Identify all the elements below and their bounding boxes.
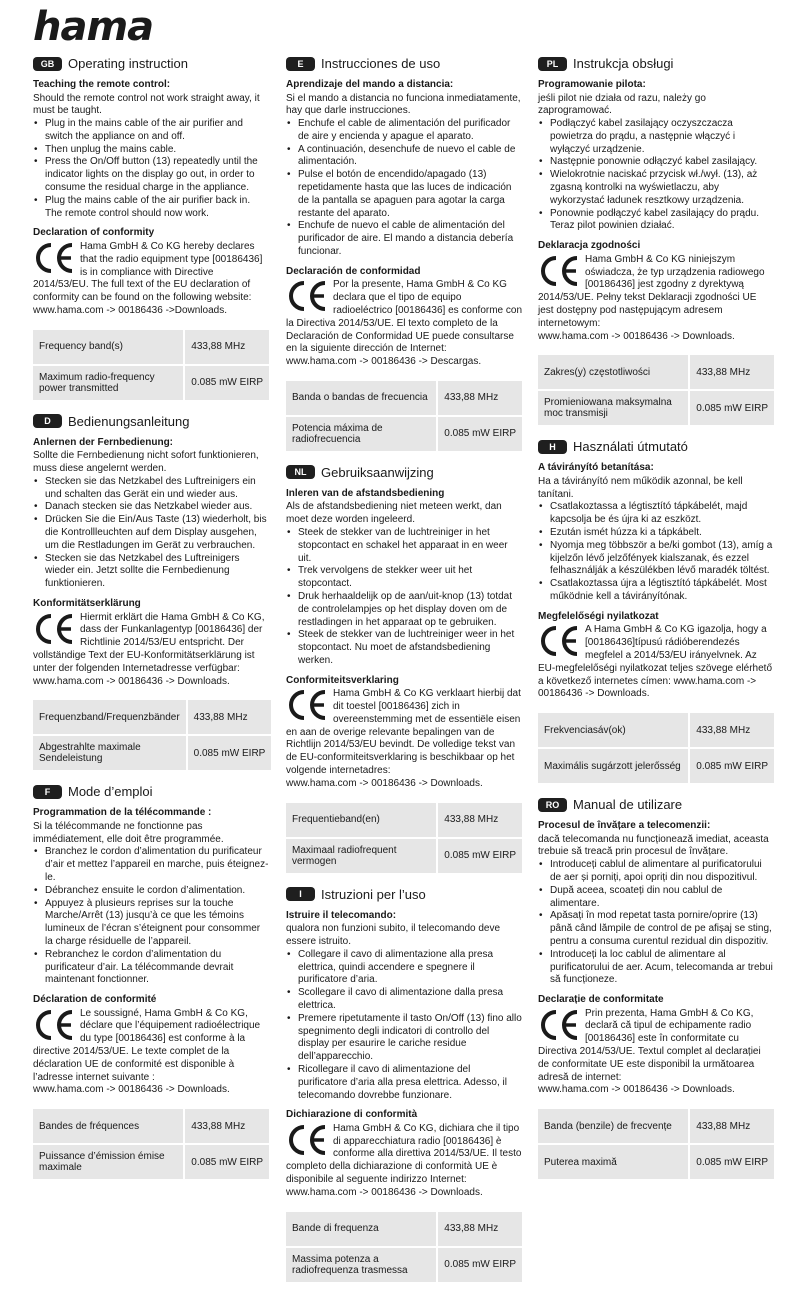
step-item: • Csatlakoztassa újra a légtisztító tápkábelét. Most működnie kell a távirányítónak.: [538, 578, 774, 604]
step-item: • Danach stecken sie das Netzkabel wieder aus.: [33, 501, 269, 514]
language-badge: E: [286, 57, 315, 71]
spec-value: 433,88 MHz: [689, 1109, 774, 1144]
spec-label: Zakres(y) częstotliwości: [538, 355, 689, 390]
section-d: [33, 414, 269, 771]
teach-intro: qualora non funzioni subito, il telecomando deve essere istruito.: [286, 923, 501, 947]
step-item: • Trek vervolgens de stekker weer uit het stopcontact.: [286, 565, 522, 591]
declaration-text: Hama GmbH & Co KG hereby declares that the radio equipment type [00186436] is in compliance with Directive 2014/53/EU. The full text of the EU declaration of conformity can be found on the following website:: [33, 240, 263, 304]
declaration: [33, 598, 269, 688]
spec-row: [33, 365, 269, 400]
radio-spec-table: [538, 355, 774, 425]
step-item: • Steek de stekker van de luchtreiniger weer in het stopcontact. Nu moet de afstandsbediening werken.: [286, 629, 522, 667]
section-header: [538, 56, 774, 71]
ce-mark-icon: [287, 1124, 327, 1156]
spec-row: [33, 330, 269, 365]
spec-label: Banda o bandas de frecuencia: [286, 381, 437, 416]
spec-value: 0.085 mW EIRP: [184, 365, 269, 400]
step-item: • Enchufe de nuevo el cable de alimentación del purificador de aire. El mando a distancia debería funcionar.: [286, 220, 522, 258]
step-item: • Pulse el botón de encendido/apagado (13) repetidamente hasta que las luces de indicación de la pantalla se apaguen para agotar la carga restante del aparato.: [286, 169, 522, 220]
step-item: • Nyomja meg többször a be/ki gombot (13), amíg a kijelzőn lévő jelzőfények kialszanak, és ezzel felhasználják a készülékben lévő maradék töltést.: [538, 540, 774, 578]
teach-heading: Teaching the remote control:: [33, 79, 171, 90]
section-title: Instrukcja obsługi: [573, 56, 674, 71]
language-badge: RO: [538, 798, 567, 812]
radio-spec-table: [538, 713, 774, 783]
spec-row: [286, 381, 522, 416]
spec-label: Maximaal radiofrequent vermogen: [292, 844, 397, 867]
declaration-heading: Déclaration de conformité: [33, 994, 157, 1006]
spec-row: [538, 748, 774, 783]
step-item: • Stecken sie das Netzkabel des Luftreinigers wieder ein. Jetzt sollte die Fernbedienung funktionieren.: [33, 553, 269, 591]
teach-heading: Anlernen der Fernbedienung:: [33, 436, 174, 448]
spec-row: [33, 1109, 269, 1144]
radio-spec-table: [286, 381, 522, 451]
step-item: • Plug in the mains cable of the air purifier and switch the appliance on and off.: [33, 118, 269, 144]
teach-heading: Aprendizaje del mando a distancia:: [286, 79, 454, 90]
radio-spec-table: [538, 1109, 774, 1179]
step-item: • Press the On/Off button (13) repeatedly until the indicator lights on the display go out, in order to consume the residual charge in the appliance.: [33, 156, 269, 194]
teach-intro: Als de afstandsbediening niet meteen werkt, dan moet deze worden ingeleerd.: [286, 501, 502, 526]
declaration-heading: Megfelelőségi nyilatkozat: [538, 610, 659, 622]
declaration-heading: Declarație de conformitate: [538, 994, 664, 1006]
column-2: [286, 56, 522, 1296]
spec-value: 433,88 MHz: [184, 330, 269, 365]
spec-label: Maximális sugárzott jelerősség: [544, 760, 681, 772]
teach-intro: Sollte die Fernbedienung nicht sofort funktionieren, muss diese angelernt werden.: [33, 450, 259, 475]
section-header: [286, 465, 522, 480]
spec-label: Bande di frequenza: [286, 1212, 437, 1247]
section-header: [286, 56, 522, 71]
declaration: [286, 1109, 522, 1199]
language-badge: H: [538, 440, 567, 454]
step-item: • Introduceți cablul de alimentare al purificatorului de aer și porniți, apoi opriți din nou dispozitivul.: [538, 859, 774, 885]
spec-value: 0.085 mW EIRP: [187, 735, 272, 770]
declaration-url: www.hama.com -> 00186436 -> Downloads.: [538, 1084, 735, 1096]
spec-value: 433,88 MHz: [437, 803, 522, 838]
spec-label: Banda (benzile) de frecvențe: [538, 1109, 689, 1144]
language-badge: NL: [286, 465, 315, 479]
language-badge: D: [33, 414, 62, 428]
declaration-text: Hiermit erklärt die Hama GmbH & Co KG, dass der Funkanlagentyp [00186436] der Richtlinie 2014/53/EU entspricht. Der vollständige Text der EU-Konformitätserklärung ist unter der folgenden Internetadresse verfügbar:: [33, 611, 265, 674]
spec-row: [286, 1212, 522, 1247]
declaration-text: Por la presente, Hama GmbH & Co KG declara que el tipo de equipo radioeléctrico [00186436] es conforme con la Directiva 2014/53/UE. El texto completo de la Declaración de Conformidad UE puede consultarse en la siguiente dirección de Internet:: [286, 279, 523, 355]
declaration-url: www.hama.com -> 00186436 -> Downloads.: [286, 777, 483, 789]
language-badge: F: [33, 785, 62, 799]
step-item: • Druk herhaaldelijk op de aan/uit-knop (13) totdat de controlelampjes op het display doven om de restladingen in het apparaat op te gebruiken.: [286, 591, 522, 629]
column-1: [33, 56, 269, 1193]
ce-mark-icon: [287, 280, 327, 312]
spec-value: 0.085 mW EIRP: [184, 1144, 269, 1179]
teach-intro: dacă telecomanda nu funcționează imediat, aceasta trebuie să treacă prin procesul de învățare.: [538, 833, 769, 858]
teach-intro: Si el mando a distancia no funciona inmediatamente, hay que darle instrucciones.: [286, 92, 521, 117]
declaration-heading: Declaración de conformidad: [286, 265, 421, 277]
spec-value: 433,88 MHz: [437, 1212, 522, 1247]
spec-label: Puissance d’émission émise maximale: [39, 1151, 165, 1174]
spec-label: Potencia máxima de radiofrecuencia: [292, 422, 383, 445]
section-h: [538, 439, 774, 783]
declaration: [538, 611, 774, 701]
column-3: [538, 56, 774, 1193]
step-item: • Apăsați în mod repetat tasta pornire/oprire (13) până când lămpile de control de pe afișaj se sting, pentru a consuma curentul rezidual din dispozitiv.: [538, 910, 774, 948]
teach-heading: Programmation de la télécommande :: [33, 807, 212, 819]
language-badge: I: [286, 887, 315, 901]
teach-heading: Inleren van de afstandsbediening: [286, 487, 445, 499]
declaration-url: www.hama.com -> 00186436 -> Downloads.: [33, 675, 230, 687]
spec-value: 0.085 mW EIRP: [437, 1247, 522, 1282]
declaration-text: Hama GmbH & Co KG niniejszym oświadcza, że typ urządzenia radiowego [00186436] jest zgodny z dyrektywą 2014/53/UE. Pełny tekst Deklaracji zgodności UE jest dostępny pod następującym adresem internetowym:: [538, 253, 765, 329]
declaration-url: www.hama.com -> 00186436 -> Downloads.: [538, 330, 735, 342]
steps-list: [33, 476, 269, 591]
teach-heading: Programowanie pilota:: [538, 79, 646, 90]
declaration-heading: Deklaracja zgodności: [538, 240, 641, 252]
radio-spec-table: [33, 700, 271, 770]
spec-value: 0.085 mW EIRP: [437, 838, 522, 873]
spec-row: [538, 390, 774, 425]
spec-label: Frequency band(s): [33, 330, 184, 365]
steps-list: [538, 501, 774, 603]
radio-spec-table: [33, 1109, 269, 1179]
section-header: [33, 56, 269, 71]
spec-row: [286, 1247, 522, 1282]
step-item: • A continuación, desenchufe de nuevo el cable de alimentación.: [286, 144, 522, 170]
step-item: • Drücken Sie die Ein/Aus Taste (13) wiederholt, bis die Kontrollleuchten auf dem Display ausgehen, um die Restladungen im Gerät zu verbrauchen.: [33, 514, 269, 552]
section-f: [33, 784, 269, 1179]
ce-mark-icon: [34, 242, 74, 274]
declaration-heading: Conformiteitsverklaring: [286, 674, 399, 686]
radio-spec-table: [286, 1212, 522, 1282]
declaration: [33, 227, 269, 317]
step-item: • Wielokrotnie naciskać przycisk wł./wył. (13), aż zgasną kontrolki na wyświetlaczu, aby wykorzystać ładunek resztkowy urządzenia.: [538, 169, 774, 207]
step-item: • Csatlakoztassa a légtisztító tápkábelét, majd kapcsolja be és újra ki az eszközt.: [538, 501, 774, 527]
step-item: • Scollegare il cavo di alimentazione dalla presa elettrica.: [286, 987, 522, 1013]
spec-label: Frequenzband/Frequenzbänder: [33, 700, 187, 735]
step-item: • Branchez le cordon d’alimentation du purificateur d’air et mettez l’appareil en marche, puis éteignez-le.: [33, 846, 269, 884]
step-item: • Plug the mains cable of the air purifier back in. The remote control should now work.: [33, 195, 269, 221]
section-e: [286, 56, 522, 451]
steps-list: [33, 118, 269, 220]
spec-label: Abgestrahlte maximale Sendeleistung: [39, 742, 141, 765]
declaration: [286, 675, 522, 791]
step-item: • Następnie ponownie odłączyć kabel zasilający.: [538, 156, 774, 169]
spec-label: Maximum radio-frequency power transmitted: [39, 371, 155, 394]
declaration-text: Hama GmbH & Co KG, dichiara che il tipo di apparecchiatura radio [00186436] è conforme alla direttiva 2014/53/UE. Il testo completo della dichiarazione di conformità UE è disponibile al seguente indirizzo Internet: www.hama.com -> 00186436 -> Downloads.: [286, 1122, 522, 1198]
step-item: • Enchufe el cable de alimentación del purificador de aire y encienda y apague el aparato.: [286, 118, 522, 144]
teach-heading: Istruire il telecomando:: [286, 909, 397, 921]
declaration-url: www.hama.com -> 00186436 ->Downloads.: [33, 304, 227, 316]
section-title: Manual de utilizare: [573, 797, 683, 813]
ce-mark-icon: [287, 689, 327, 721]
teach-intro: Ha a távirányító nem működik azonnal, be kell tanítani.: [538, 475, 743, 500]
declaration-heading: Dichiarazione di conformità: [286, 1109, 418, 1121]
step-item: • Then unplug the mains cable.: [33, 144, 269, 157]
spec-row: [538, 355, 774, 390]
step-item: • Ponownie podłączyć kabel zasilający do prądu. Teraz pilot powinien działać.: [538, 208, 774, 234]
declaration-text: Hama GmbH & Co KG verklaart hierbij dat dit toestel [00186436] zich in overeenstemming met de essentiële eisen en aan de overige relevante bepalingen van de Richtlijn 2014/53/EU bevindt. De volledige tekst van de EU-conformiteitsverklaring is beschikbaar op het volgende internetadres:: [286, 688, 521, 777]
step-item: • Appuyez à plusieurs reprises sur la touche Marche/Arrêt (13) jusqu’à ce que les témoins lumineux de l’écran s’éteignent pour consommer la charge résiduelle de l’appareil.: [33, 898, 269, 949]
ce-mark-icon: [539, 255, 579, 287]
teach-heading: Procesul de învățare a telecomenzii:: [538, 820, 711, 832]
declaration: [538, 994, 774, 1097]
section-header: [538, 439, 774, 454]
section-title: Mode d’emploi: [68, 784, 153, 800]
declaration-text: Prin prezenta, Hama GmbH & Co KG, declară că tipul de echipamente radio [00186436] este în conformitate cu Directiva 2014/53/UE. Textul complet al declarației de conformitate UE este disponibil la următoarea adresă de internet:: [538, 1007, 761, 1083]
section-pl: [538, 56, 774, 425]
spec-value: 433,88 MHz: [437, 381, 522, 416]
declaration: [538, 240, 774, 343]
section-title: Operating instruction: [68, 56, 188, 71]
spec-label: Promieniowana maksymalna moc transmisji: [544, 397, 672, 420]
declaration-text: Le soussigné, Hama GmbH & Co KG, déclare que l’équipement radioélectrique du type [00186436] est conforme à la directive 2014/53/UE. Le texte complet de la déclaration UE de conformité est disponible à l’adresse internet suivante :: [33, 1007, 261, 1083]
spec-label: Bandes de fréquences: [33, 1109, 184, 1144]
section-title: Gebruiksaanwijzing: [321, 464, 434, 480]
step-item: • Collegare il cavo di alimentazione alla presa elettrica, quindi accendere e spegnere il purificatore d’aria.: [286, 949, 522, 987]
spec-row: [538, 713, 774, 748]
ce-mark-icon: [34, 1009, 74, 1041]
step-item: • Ricollegare il cavo di alimentazione del purificatore d’aria alla presa elettrica. Adesso, il telecomando dovrebbe funzionare.: [286, 1064, 522, 1102]
section-title: Bedienungsanleitung: [68, 413, 190, 429]
declaration-heading: Konformitätserklärung: [33, 598, 141, 610]
spec-value: 433,88 MHz: [689, 355, 774, 390]
section-header: [286, 887, 522, 902]
steps-list: [33, 846, 269, 987]
section-title: Instrucciones de uso: [321, 56, 441, 71]
declaration: [286, 266, 522, 369]
ce-mark-icon: [539, 625, 579, 657]
teach-intro: Si la télécommande ne fonctionne pas immédiatement, elle doit être programmée.: [33, 820, 224, 845]
spec-row: [33, 735, 271, 770]
steps-list: [286, 949, 522, 1103]
spec-value: 0.085 mW EIRP: [689, 1144, 774, 1179]
section-header: [33, 414, 269, 429]
step-item: • Ezután ismét húzza ki a tápkábelt.: [538, 527, 774, 540]
declaration-url: www.hama.com -> 00186436 -> Descargas.: [286, 356, 482, 368]
steps-list: [286, 118, 522, 259]
spec-row: [286, 838, 522, 873]
spec-label: Puterea maximă: [544, 1156, 617, 1168]
section-nl: [286, 465, 522, 873]
spec-row: [33, 700, 271, 735]
step-item: • Rebranchez le cordon d’alimentation du purificateur d’air. La télécommande devrait maintenant fonctionner.: [33, 949, 269, 987]
ce-mark-icon: [34, 613, 74, 645]
spec-value: 0.085 mW EIRP: [437, 416, 522, 451]
section-header: [538, 797, 774, 812]
steps-list: [538, 118, 774, 233]
teach-heading: A távirányító betanítása:: [538, 462, 654, 474]
spec-row: [538, 1109, 774, 1144]
spec-value: 0.085 mW EIRP: [689, 390, 774, 425]
spec-label: Frequentieband(en): [286, 803, 437, 838]
steps-list: [538, 859, 774, 987]
teach-intro: jeśli pilot nie działa od razu, należy go zaprogramować.: [538, 92, 706, 117]
spec-value: 433,88 MHz: [689, 713, 774, 748]
step-item: • Introduceți la loc cablul de alimentare al purificatorului de aer. Acum, telecomanda ar trebui să funcționeze.: [538, 949, 774, 987]
radio-spec-table: [286, 803, 522, 873]
language-badge: PL: [538, 57, 567, 71]
section-header: [33, 784, 269, 799]
section-gb: [33, 56, 269, 400]
radio-spec-table: [33, 330, 269, 400]
spec-value: 433,88 MHz: [187, 700, 272, 735]
spec-row: [286, 803, 522, 838]
spec-label: Massima potenza a radiofrequenza trasmessa: [292, 1253, 408, 1276]
section-title: Istruzioni per l’uso: [321, 886, 426, 902]
step-item: • Steek de stekker van de luchtreiniger in het stopcontact en schakel het apparaat in en weer uit.: [286, 527, 522, 565]
language-badge: GB: [33, 57, 62, 71]
spec-value: 433,88 MHz: [184, 1109, 269, 1144]
step-item: • Podłączyć kabel zasilający oczyszczacza powietrza do prądu, a następnie włączyć i wyłączyć urządzenie.: [538, 118, 774, 156]
teach-intro: Should the remote control not work straight away, it must be taught.: [33, 92, 260, 117]
declaration-heading: Declaration of conformity: [33, 227, 155, 239]
spec-row: [286, 416, 522, 451]
section-ro: [538, 797, 774, 1179]
step-item: • Débranchez ensuite le cordon d’alimentation.: [33, 885, 269, 898]
declaration-text: A Hama GmbH & Co KG igazolja, hogy a [00186436]típusú rádióberendezés megfelel a 2014/53/EU irányelvnek. Az EU-megfelelőségi nyilatkozat teljes szövege elérhető a következő internetes címen: www.hama.com -> 00186436 -> Downloads.: [538, 624, 773, 700]
spec-value: 0.085 mW EIRP: [689, 748, 774, 783]
spec-row: [33, 1144, 269, 1179]
step-item: • Premere ripetutamente il tasto On/Off (13) fino allo spegnimento degli indicatori di controllo del display per esaurire le cariche residue dell’apparecchio.: [286, 1013, 522, 1064]
section-title: Használati útmutató: [573, 439, 688, 455]
hama-logo: hama: [33, 4, 154, 50]
declaration-url: www.hama.com -> 00186436 -> Downloads.: [33, 1084, 230, 1096]
step-item: • După aceea, scoateți din nou cablul de alimentare.: [538, 885, 774, 911]
step-item: • Stecken sie das Netzkabel des Luftreinigers ein und schalten das Gerät ein und wieder aus.: [33, 476, 269, 502]
ce-mark-icon: [539, 1009, 579, 1041]
spec-row: [538, 1144, 774, 1179]
declaration: [33, 994, 269, 1097]
steps-list: [286, 527, 522, 668]
section-i: [286, 887, 522, 1282]
spec-label: Frekvenciasáv(ok): [538, 713, 689, 748]
